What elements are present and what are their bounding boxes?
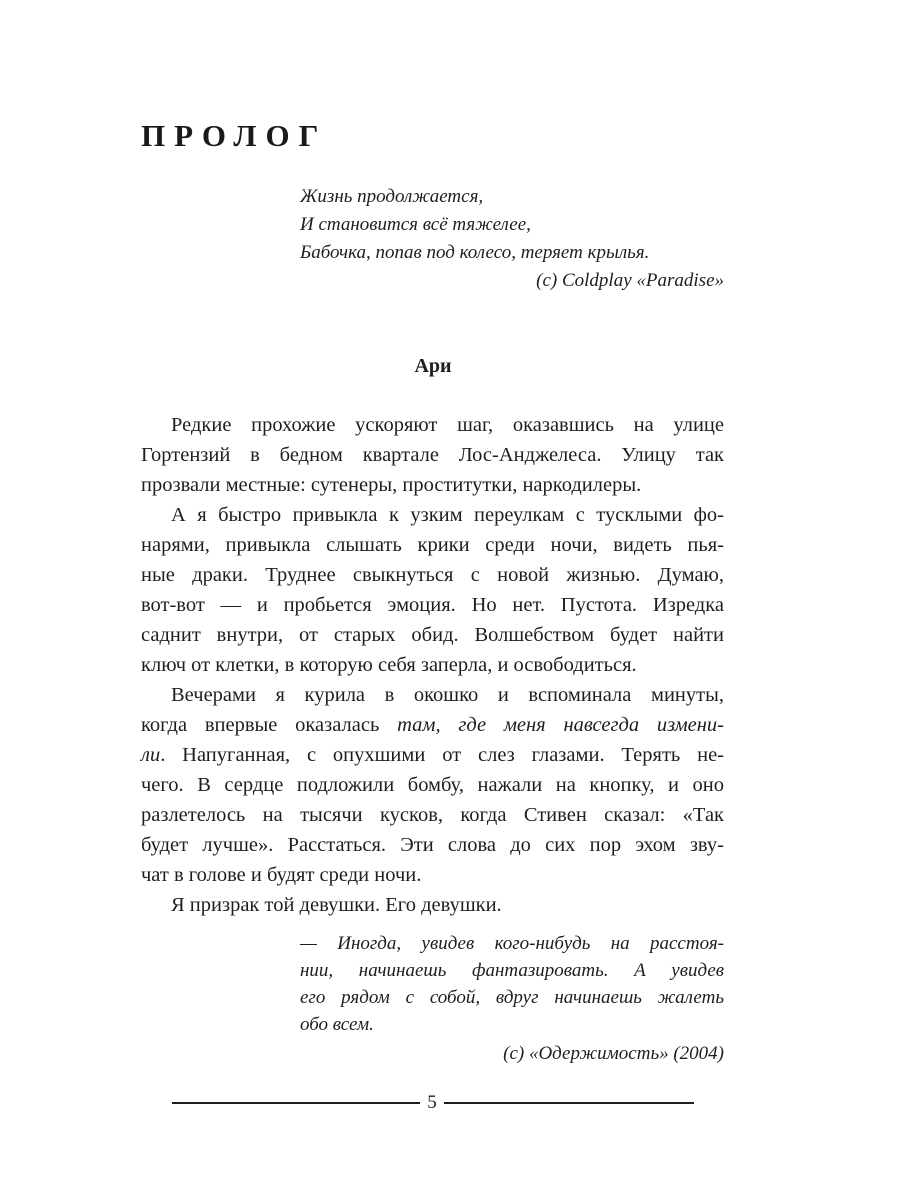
epigraph-line: нии, начинаешь фантазировать. А увидев — [300, 960, 724, 981]
epigraph-line: Жизнь продолжается, — [300, 186, 484, 207]
italic-fragment: ли — [141, 744, 161, 766]
text-line: вот-вот — и пробьется эмоция. Но нет. Пустота. Изредка — [141, 594, 724, 616]
epigraph-line: — Иногда, увидев кого-нибудь на расстоя- — [300, 933, 724, 954]
chapter-title: ПРОЛОГ — [141, 118, 328, 153]
text-line — [141, 740, 724, 770]
epigraph-line: обо всем. — [300, 1014, 374, 1035]
text-line: Я призрак той девушки. Его девушки. — [171, 894, 502, 916]
text-line: будет лучше». Расстаться. Эти слова до сих пор эхом зву- — [141, 834, 724, 856]
epigraph-coldplay — [300, 183, 724, 295]
italic-fragment: там, где меня навсегда измени- — [397, 714, 724, 736]
text-line: А я быстро привыкла к узким переулкам с тусклыми фо- — [171, 504, 724, 526]
text-line: чат в голове и будят среди ночи. — [141, 864, 422, 886]
page-footer — [172, 1090, 694, 1116]
epigraph-line: Бабочка, попав под колесо, теряет крылья. — [300, 242, 650, 263]
text-line: разлетелось на тысячи кусков, когда Стивен сказал: «Так — [141, 804, 724, 826]
text-line: чего. В сердце подложили бомбу, нажали на кнопку, и оно — [141, 774, 724, 796]
text-line: ные драки. Труднее свыкнуться с новой жизнью. Думаю, — [141, 564, 724, 586]
footer-rule-left — [172, 1102, 420, 1104]
text-line: ключ от клетки, в которую себя заперла, и освободиться. — [141, 654, 637, 676]
text-line: прозвали местные: сутенеры, проститутки, наркодилеры. — [141, 474, 642, 496]
text-line: Вечерами я курила в окошко и вспоминала минуты, — [171, 684, 724, 706]
epigraph-line: его рядом с собой, вдруг начинаешь жалеть — [300, 987, 724, 1008]
text-line: Редкие прохожие ускоряют шаг, оказавшись на улице — [171, 414, 724, 436]
text-line: саднит внутри, от старых обид. Волшебством будет найти — [141, 624, 724, 646]
text-fragment: . Напуганная, с опухшими от слез глазами. Терять не- — [160, 744, 724, 766]
epigraph-line: И становится всё тяжелее, — [300, 214, 531, 235]
footer-rule-right — [444, 1102, 694, 1104]
section-heading: Ари — [414, 355, 452, 377]
text-line: нарями, привыкла слышать крики среди ночи, видеть пья- — [141, 534, 724, 556]
page-number: 5 — [427, 1092, 437, 1113]
text-fragment: когда впервые оказалась — [141, 714, 398, 736]
epigraph-source: (с) «Одержимость» (2004) — [503, 1043, 724, 1064]
text-line — [141, 710, 724, 740]
epigraph-source: (с) Coldplay «Paradise» — [536, 270, 724, 291]
body-text — [141, 410, 724, 920]
text-line: Гортензий в бедном квартале Лос-Анджелеса. Улицу так — [141, 444, 724, 466]
epigraph-obsession — [300, 930, 724, 1067]
